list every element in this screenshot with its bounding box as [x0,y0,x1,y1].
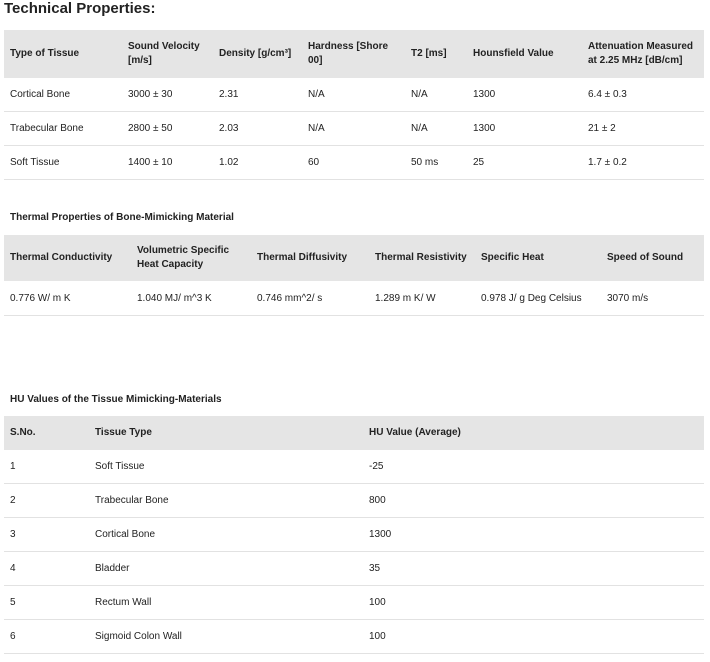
table-row [4,552,704,586]
table-cell: 0.776 W/ m K [4,281,131,316]
table-cell: Bladder [89,552,363,586]
table-cell: 3000 ± 30 [122,78,213,112]
table-row [4,281,704,316]
table-cell: 2 [4,484,89,518]
column-header: Specific Heat [475,235,601,281]
table-cell: Soft Tissue [4,146,122,180]
hu-values-table [4,416,704,654]
technical-properties-table [4,30,704,180]
table-cell: 1300 [467,78,582,112]
table-cell: -25 [363,450,704,484]
table-cell: N/A [405,78,467,112]
column-header: Attenuation Measured at 2.25 MHz [dB/cm] [582,30,704,78]
column-header: Thermal Resistivity [369,235,475,281]
table-row [4,78,704,112]
table-cell: 800 [363,484,704,518]
table-row [4,450,704,484]
table-cell: 50 ms [405,146,467,180]
table-cell: 100 [363,586,704,620]
page-title: Technical Properties: [4,0,156,17]
table-cell: 0.978 J/ g Deg Celsius [475,281,601,316]
table-row [4,620,704,654]
column-header: HU Value (Average) [363,416,704,450]
table-cell: 3 [4,518,89,552]
column-header: T2 [ms] [405,30,467,78]
table-cell: 21 ± 2 [582,112,704,146]
column-header: Thermal Diffusivity [251,235,369,281]
table-header-row [4,416,704,450]
table-cell: N/A [302,112,405,146]
table-row [4,484,704,518]
table-cell: 2800 ± 50 [122,112,213,146]
column-header: S.No. [4,416,89,450]
table-cell: 1 [4,450,89,484]
table-cell: 1.02 [213,146,302,180]
thermal-section-title: Thermal Properties of Bone-Mimicking Material [10,212,234,223]
table-cell: N/A [302,78,405,112]
table-header-row [4,235,704,281]
column-header: Type of Tissue [4,30,122,78]
table-cell: N/A [405,112,467,146]
table-cell: 1.040 MJ/ m^3 K [131,281,251,316]
column-header: Hardness [Shore 00] [302,30,405,78]
table-row [4,518,704,552]
table-cell: 60 [302,146,405,180]
table-cell: Soft Tissue [89,450,363,484]
table-cell: 5 [4,586,89,620]
table-cell: Trabecular Bone [89,484,363,518]
table-cell: Rectum Wall [89,586,363,620]
column-header: Density [g/cm³] [213,30,302,78]
table-cell: 2.31 [213,78,302,112]
table-header-row [4,30,704,78]
thermal-properties-table [4,235,704,316]
table-cell: 0.746 mm^2/ s [251,281,369,316]
table-cell: 1300 [467,112,582,146]
table-cell: 1.289 m K/ W [369,281,475,316]
column-header: Thermal Conductivity [4,235,131,281]
table-row [4,112,704,146]
table-cell: 6 [4,620,89,654]
table-cell: 1.7 ± 0.2 [582,146,704,180]
column-header: Hounsfield Value [467,30,582,78]
table-cell: 3070 m/s [601,281,704,316]
table-row [4,146,704,180]
table-cell: 100 [363,620,704,654]
table-row [4,586,704,620]
table-cell: 4 [4,552,89,586]
column-header: Sound Velocity [m/s] [122,30,213,78]
table-cell: 25 [467,146,582,180]
column-header: Volumetric Specific Heat Capacity [131,235,251,281]
table-cell: 6.4 ± 0.3 [582,78,704,112]
table-cell: Cortical Bone [4,78,122,112]
table-cell: 2.03 [213,112,302,146]
table-cell: 1400 ± 10 [122,146,213,180]
table-cell: Sigmoid Colon Wall [89,620,363,654]
table-cell: 1300 [363,518,704,552]
column-header: Tissue Type [89,416,363,450]
table-cell: Cortical Bone [89,518,363,552]
table-cell: 35 [363,552,704,586]
column-header: Speed of Sound [601,235,704,281]
table-cell: Trabecular Bone [4,112,122,146]
hu-section-title: HU Values of the Tissue Mimicking-Materials [10,394,222,405]
